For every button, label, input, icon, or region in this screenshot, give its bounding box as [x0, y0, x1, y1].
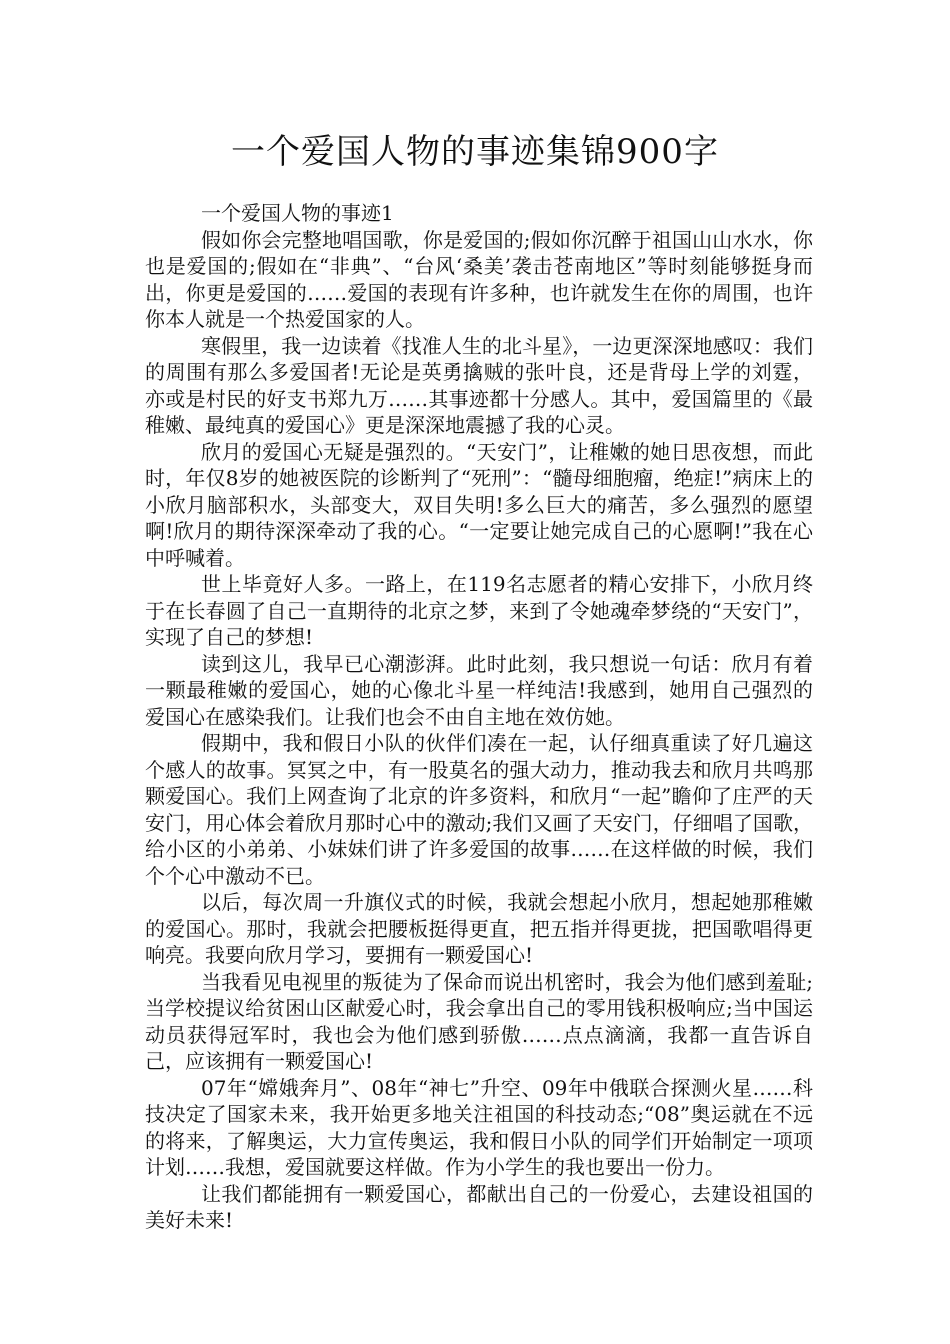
- paragraph: 当我看见电视里的叛徒为了保命而说出机密时，我会为他们感到羞耻;当学校提议给贫困山区献爱心时，我会拿出自己的零用钱积极响应;当中国运动员获得冠军时，我也会为他们感到骄傲……点点滴滴，我都一直告诉自己，应该拥有一颗爱国心!: [145, 969, 813, 1073]
- paragraph: 假期中，我和假日小队的伙伴们凑在一起，认仔细真重读了好几遍这个感人的故事。冥冥之中，有一股莫名的强大动力，推动我去和欣月共鸣那颗爱国心。我们上网查询了北京的许多资料，和欣月“一起”瞻仰了庄严的天安门，用心体会着欣月那时心中的激动;我们又画了天安门，仔细唱了国歌，给小区的小弟弟、小妹妹们讲了许多爱国的故事……在这样做的时候，我们个个心中激动不已。: [145, 731, 813, 888]
- paragraph: 07年“嫦娥奔月”、08年“神七”升空、09年中俄联合探测火星……科技决定了国家未来，我开始更多地关注祖国的科技动态;“08”奥运就在不远的将来，了解奥运，大力宣传奥运，我和假日小队的同学们开始制定一项项计划……我想，爱国就要这样做。作为小学生的我也要出一份力。: [145, 1075, 813, 1179]
- paragraph: 寒假里，我一边读着《找准人生的北斗星》，一边更深深地感叹：我们的周围有那么多爱国者!无论是英勇擒贼的张叶良，还是背母上学的刘霆，亦或是村民的好支书郑九万……其事迹都十分感人。其中，爱国篇里的《最稚嫩、最纯真的爱国心》更是深深地震撼了我的心灵。: [145, 333, 813, 437]
- paragraph: 让我们都能拥有一颗爱国心，都献出自己的一份爱心，去建设祖国的美好未来!: [145, 1181, 813, 1232]
- paragraph: 以后，每次周一升旗仪式的时候，我就会想起小欣月，想起她那稚嫩的爱国心。那时，我就会把腰板挺得更直，把五指并得更拢，把国歌唱得更响亮。我要向欣月学习，要拥有一颗爱国心!: [145, 890, 813, 967]
- paragraph: 世上毕竟好人多。一路上，在119名志愿者的精心安排下，小欣月终于在长春圆了自己一直期待的北京之梦，来到了令她魂牵梦绕的“天安门”，实现了自己的梦想!: [145, 572, 813, 649]
- section-subtitle: 一个爱国人物的事迹1: [201, 201, 394, 225]
- paragraph: 假如你会完整地唱国歌，你是爱国的;假如你沉醉于祖国山山水水，你也是爱国的;假如在“非典”、“台风‘桑美’袭击苍南地区”等时刻能够挺身而出，你更是爱国的……爱国的表现有许多种，也许就发生在你的周围，也许你本人就是一个热爱国家的人。: [145, 227, 813, 331]
- paragraph: 欣月的爱国心无疑是强烈的。“天安门”，让稚嫩的她日思夜想，而此时，年仅8岁的她被医院的诊断判了“死刑”：“髓母细胞瘤，绝症!”病床上的小欣月脑部积水，头部变大，双目失明!多么巨大的痛苦，多么强烈的愿望啊!欣月的期待深深牵动了我的心。“一定要让她完成自己的心愿啊!”我在心中呼喊着。: [145, 439, 813, 570]
- document-body: [145, 200, 813, 1234]
- document-title: 一个爱国人物的事迹集锦900字: [231, 132, 719, 172]
- paragraph: 读到这儿，我早已心潮澎湃。此时此刻，我只想说一句话：欣月有着一颗最稚嫩的爱国心，她的心像北斗星一样纯洁!我感到，她用自己强烈的爱国心在感染我们。让我们也会不由自主地在效仿她。: [145, 651, 813, 729]
